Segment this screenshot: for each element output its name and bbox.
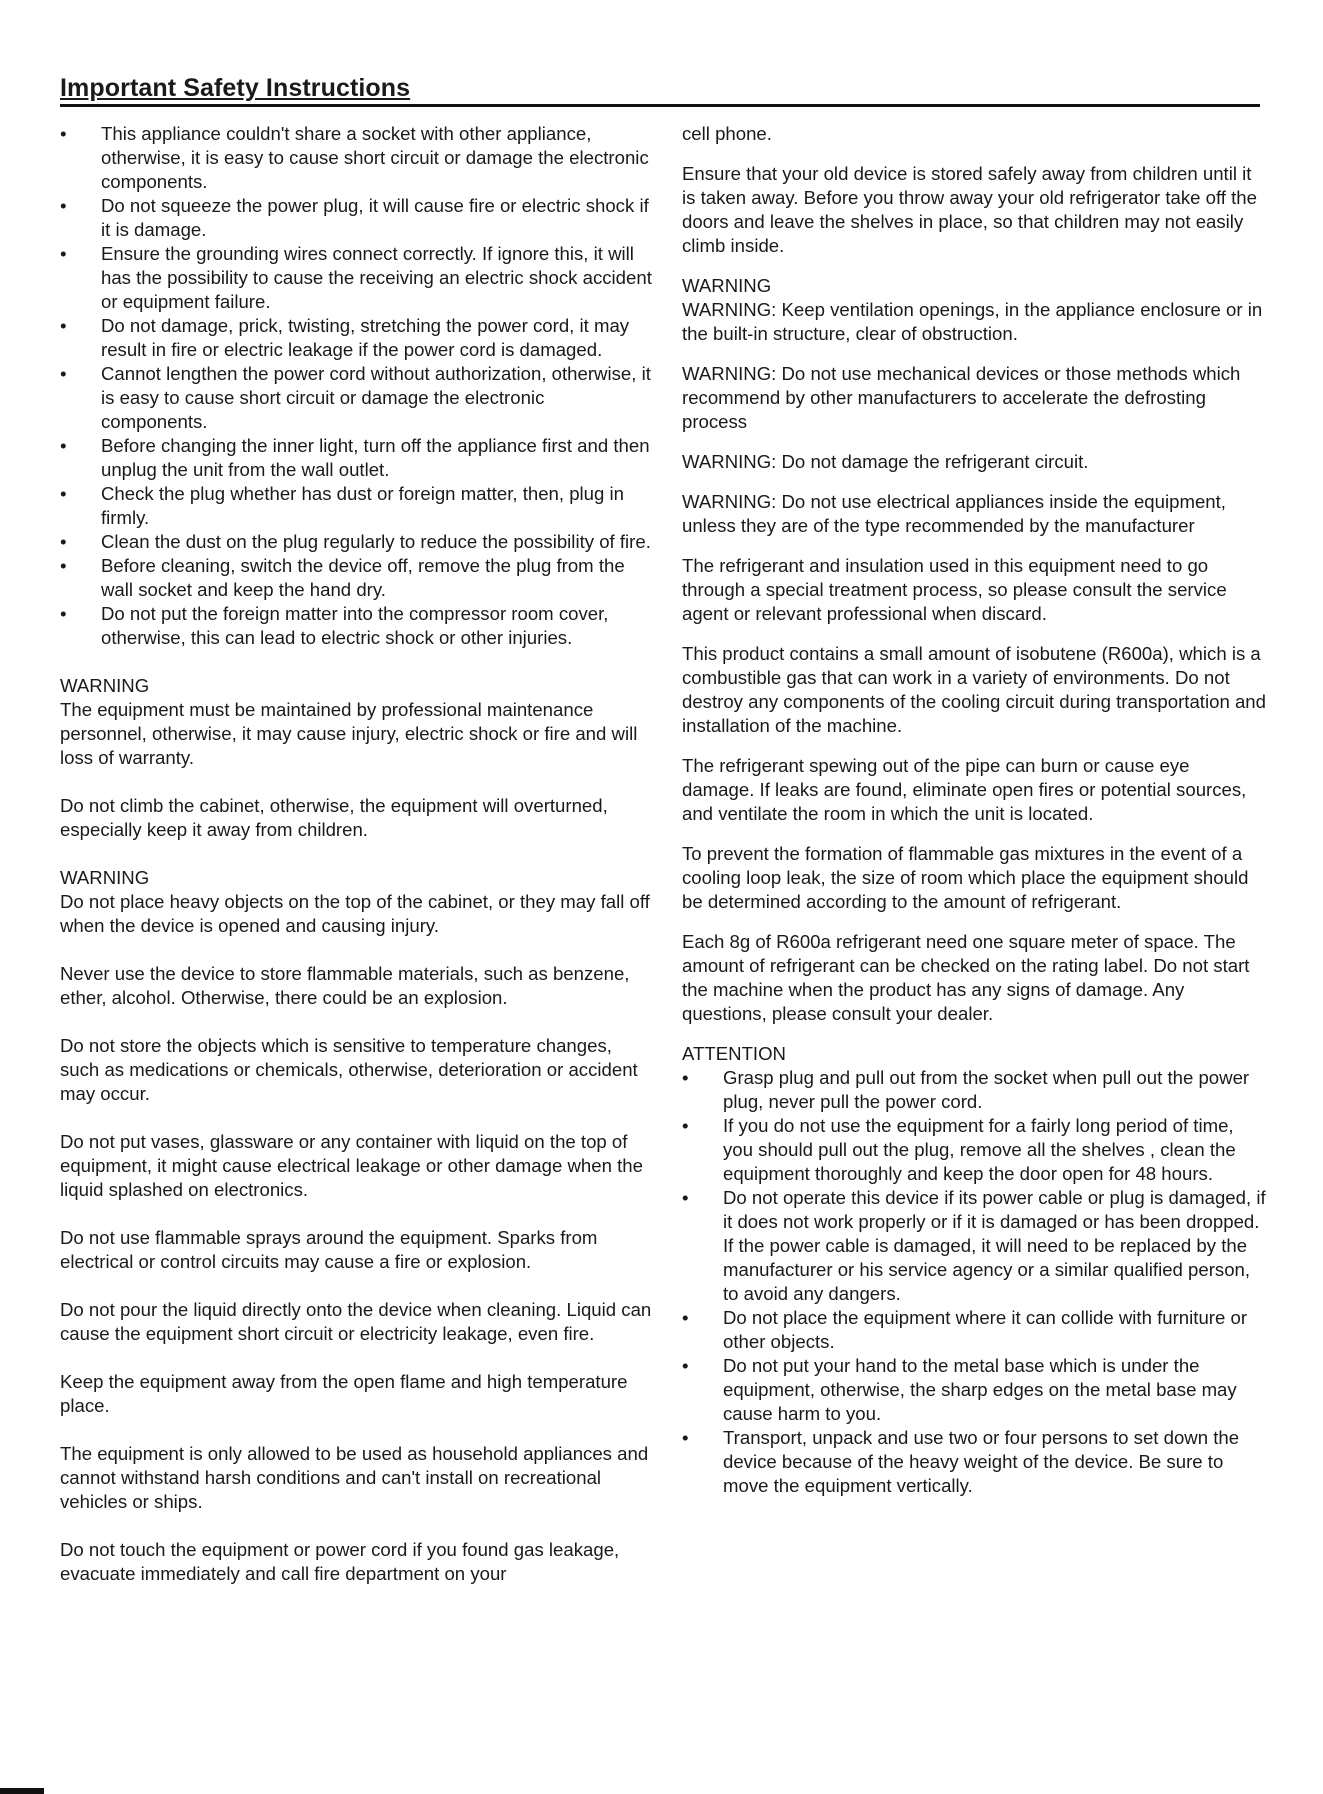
warning-maintenance [60,674,652,770]
bullet-icon: • [60,243,67,264]
warning-ventilation [682,274,1267,346]
bullet-icon: • [682,1355,689,1376]
warning-circuit: WARNING: Do not damage the refrigerant circuit. [682,451,1089,472]
bullet-icon: • [60,195,67,216]
list-item: • Do not squeeze the power plug, it will cause fire or electric shock if it is damage. [60,195,649,240]
paragraph-sensitive: Do not store the objects which is sensitive to temperature changes, such as medications or chemicals, otherwise, deterioration or accident may occur. [60,1035,638,1104]
warning-text: The equipment must be maintained by professional maintenance personnel, otherwise, it may cause injury, electric shock or fire and will loss of warranty. [60,699,638,768]
bullet-icon: • [60,315,67,336]
bullet-icon: • [60,363,67,384]
bullet-icon: • [682,1115,689,1136]
paragraph-sprays: Do not use flammable sprays around the equipment. Sparks from electrical or control circuits may cause a fire or explosion. [60,1227,598,1272]
list-item: • If you do not use the equipment for a fairly long period of time, you should pull out the plug, remove all the shelves , clean the equipment thoroughly and keep the door open for 48 hours. [682,1115,1236,1184]
list-item: • Before cleaning, switch the device off, remove the plug from the wall socket and keep the hand dry. [60,555,625,600]
paragraph-flame: Keep the equipment away from the open flame and high temperature place. [60,1371,628,1416]
warning-text: WARNING: Keep ventilation openings, in the appliance enclosure or in the built-in structure, clear of obstruction. [682,299,1263,344]
list-item: • Do not put your hand to the metal base which is under the equipment, otherwise, the sharp edges on the metal base may cause harm to you. [682,1355,1237,1424]
list-item: • This appliance couldn't share a socket with other appliance, otherwise, it is easy to cause short circuit or damage the electronic components. [60,123,649,192]
attention-bullet-list [682,1066,1267,1498]
list-item: • Do not damage, prick, twisting, stretching the power cord, it may result in fire or electric leakage if the power cord is damaged. [60,315,630,360]
list-item: • Before changing the inner light, turn off the appliance first and then unplug the unit from the wall outlet. [60,435,650,480]
paragraph-prevent: To prevent the formation of flammable gas mixtures in the event of a cooling loop leak, the size of room which place the equipment should be determined according to the amount of refrigerant. [682,843,1249,912]
list-item: • Grasp plug and pull out from the socket when pull out the power plug, never pull the power cord. [682,1067,1250,1112]
bullet-icon: • [60,531,67,552]
bullet-icon: • [682,1307,689,1328]
paragraph-cellphone: cell phone. [682,123,772,144]
paragraph-flammable: Never use the device to store flammable materials, such as benzene, ether, alcohol. Otherwise, there could be an explosion. [60,963,630,1008]
paragraph-pour: Do not pour the liquid directly onto the device when cleaning. Liquid can cause the equipment short circuit or electricity leakage, even fire. [60,1299,652,1344]
paragraph-isobutene: This product contains a small amount of isobutene (R600a), which is a combustible gas that can work in a variety of environments. Do not destroy any components of the cooling circuit during transportation and installation of the machine. [682,643,1266,736]
warning-electrical: WARNING: Do not use electrical appliances inside the equipment, unless they are of the type recommended by the manufacturer [682,491,1226,536]
list-item: • Do not place the equipment where it can collide with furniture or other objects. [682,1307,1248,1352]
list-item: • Ensure the grounding wires connect correctly. If ignore this, it will has the possibility to cause the receiving an electric shock accident or equipment failure. [60,243,652,312]
paragraph-household: The equipment is only allowed to be used as household appliances and cannot withstand harsh conditions and can't install on recreational vehicles or ships. [60,1443,649,1512]
left-column [60,122,652,1610]
list-item: • Do not put the foreign matter into the compressor room cover, otherwise, this can lead to electric shock or other injuries. [60,603,609,648]
bullet-icon: • [60,603,67,624]
list-item: • Cannot lengthen the power cord without authorization, otherwise, it is easy to cause short circuit or damage the electronic components. [60,363,651,432]
warning-heavy-objects [60,866,652,938]
bullet-icon: • [60,483,67,504]
paragraph-vases: Do not put vases, glassware or any container with liquid on the top of equipment, it might cause electrical leakage or other damage when the liquid splashed on electronics. [60,1131,643,1200]
attention-heading: ATTENTION [682,1043,786,1064]
warning-heading: WARNING [682,275,772,296]
paragraph-gas: Do not touch the equipment or power cord if you found gas leakage, evacuate immediately and call fire department on your [60,1539,620,1584]
bullet-icon: • [682,1187,689,1208]
warning-mechanical: WARNING: Do not use mechanical devices or those methods which recommend by other manufacturers to accelerate the defrosting process [682,363,1241,432]
bullet-icon: • [682,1067,689,1088]
paragraph-8g: Each 8g of R600a refrigerant need one square meter of space. The amount of refrigerant can be checked on the rating label. Do not start the machine when the product has any signs of damage. Any questions, please consult your dealer. [682,931,1250,1024]
warning-heading: WARNING [60,867,150,888]
list-item: • Transport, unpack and use two or four persons to set down the device because of the heavy weight of the device. Be sure to move the equipment vertically. [682,1427,1240,1496]
title-rule [60,104,1260,107]
warning-text: Do not place heavy objects on the top of the cabinet, or they may fall off when the device is opened and causing injury. [60,891,650,936]
page-title: Important Safety Instructions [60,74,411,102]
bullet-icon: • [60,435,67,456]
paragraph-climb: Do not climb the cabinet, otherwise, the equipment will overturned, especially keep it away from children. [60,795,608,840]
right-column [682,122,1267,1522]
list-item: • Do not operate this device if its power cable or plug is damaged, if it does not work properly or if it is damaged or has been dropped. If the power cable is damaged, it will need to be replaced by the manufacturer or his service agency or a similar qualified person, to avoid any dangers. [682,1187,1266,1304]
list-item: • Clean the dust on the plug regularly to reduce the possibility of fire. [60,531,651,552]
paragraph-spewing: The refrigerant spewing out of the pipe can burn or cause eye damage. If leaks are found, eliminate open fires or potential sources, and ventilate the room in which the unit is located. [682,755,1247,824]
warning-heading: WARNING [60,675,150,696]
paragraph-old-device: Ensure that your old device is stored safely away from children until it is taken away. Before you throw away your old refrigerator take off the doors and leave the shelves in place, so that children may not easily climb inside. [682,163,1257,256]
paragraph-refrigerant: The refrigerant and insulation used in this equipment need to go through a special treatment process, so please consult the service agent or relevant professional when discard. [682,555,1227,624]
bullet-icon: • [60,123,67,144]
list-item: • Check the plug whether has dust or foreign matter, then, plug in firmly. [60,483,625,528]
bullet-icon: • [60,555,67,576]
safety-bullet-list [60,122,652,650]
attention-section [682,1042,1267,1498]
page-edge-mark [0,1788,44,1794]
bullet-icon: • [682,1427,689,1448]
